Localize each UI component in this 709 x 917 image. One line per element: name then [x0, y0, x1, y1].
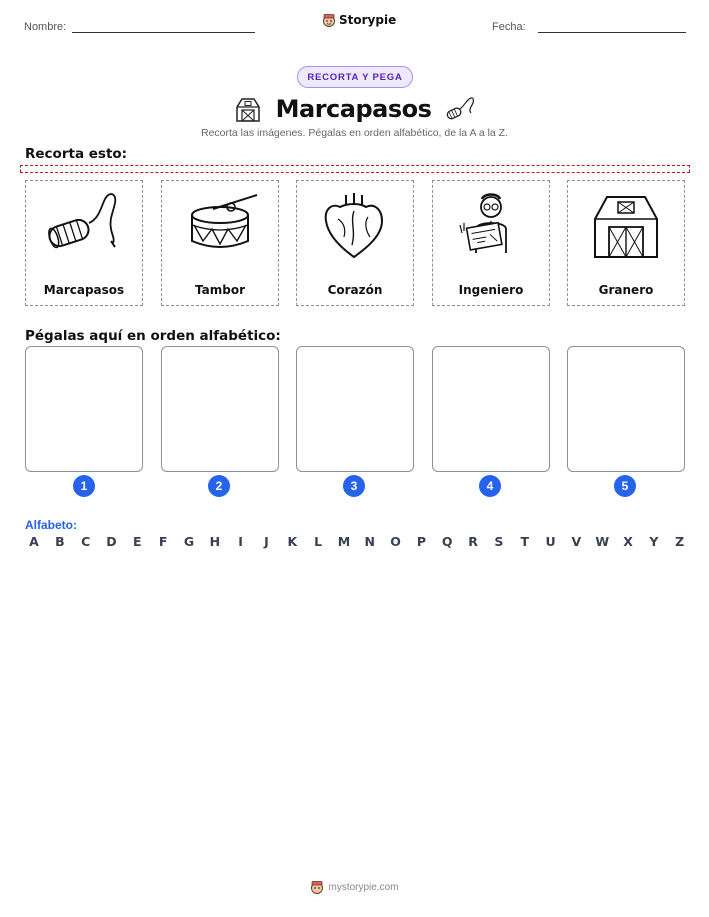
alphabet-letter: H	[209, 534, 221, 549]
alphabet-letter: A	[29, 534, 39, 549]
paste-box-5[interactable]	[567, 346, 685, 472]
cut-guide-bottom	[20, 172, 690, 173]
cut-card-engineer[interactable]	[432, 180, 550, 306]
alphabet-letter: O	[390, 534, 401, 549]
alphabet-letter: J	[264, 534, 269, 549]
alphabet-letter: Z	[675, 534, 685, 549]
brand-name: Storypie	[339, 13, 397, 27]
alphabet-letter: Y	[649, 534, 659, 549]
paste-section-label: Pégalas aquí en orden alfabético:	[25, 328, 281, 344]
title-row	[0, 91, 709, 127]
card-label: Granero	[598, 283, 654, 297]
storypie-mascot-icon	[310, 880, 324, 894]
alphabet-letter: G	[183, 534, 195, 549]
order-number-5: 5	[614, 475, 636, 497]
alphabet-letter: V	[571, 534, 582, 549]
cut-card-barn[interactable]	[567, 180, 685, 306]
paste-box-2[interactable]	[161, 346, 279, 472]
order-number-3: 3	[343, 475, 365, 497]
date-label: Fecha:	[492, 21, 526, 33]
alphabet-letter: N	[364, 534, 375, 549]
order-number-1: 1	[73, 475, 95, 497]
card-label: Corazón	[327, 283, 383, 297]
alphabet-letter: B	[55, 534, 65, 549]
paste-box-3[interactable]	[296, 346, 414, 472]
storypie-mascot-icon	[322, 13, 336, 27]
name-label: Nombre:	[24, 21, 67, 33]
barn-icon	[234, 95, 262, 123]
page-title: Marcapasos	[275, 95, 432, 123]
pacemaker-icon	[39, 189, 129, 253]
cut-card-pacemaker[interactable]	[25, 180, 143, 306]
alphabet-letter: W	[595, 534, 610, 549]
pacemaker-icon	[445, 95, 475, 123]
alphabet-letter: Q	[441, 534, 453, 549]
alphabet-letter: M	[337, 534, 351, 549]
card-label: Marcapasos	[43, 283, 125, 297]
alphabet-letter: C	[81, 534, 91, 549]
engineer-icon	[446, 189, 536, 261]
alphabet-letter: E	[133, 534, 142, 549]
footer-site[interactable]: mystorypie.com	[328, 881, 399, 893]
activity-badge: RECORTA Y PEGA	[297, 66, 413, 88]
barn-icon	[581, 189, 671, 261]
worksheet-header	[0, 0, 709, 50]
date-field-line[interactable]	[538, 32, 686, 33]
alphabet-letter: D	[106, 534, 117, 549]
order-number-2: 2	[208, 475, 230, 497]
alphabet-row	[27, 534, 687, 549]
paste-box-4[interactable]	[432, 346, 550, 472]
alphabet-letter: R	[468, 534, 478, 549]
cut-card-heart[interactable]	[296, 180, 414, 306]
alphabet-letter: S	[494, 534, 504, 549]
name-field-line[interactable]	[72, 32, 255, 33]
drum-icon	[175, 189, 265, 253]
cut-card-drum[interactable]	[161, 180, 279, 306]
alphabet-letter: I	[238, 534, 243, 549]
paste-box-1[interactable]	[25, 346, 143, 472]
cut-guide-top	[20, 165, 690, 172]
order-number-4: 4	[479, 475, 501, 497]
alphabet-letter: L	[314, 534, 323, 549]
alphabet-letter: F	[158, 534, 168, 549]
alphabet-letter: U	[545, 534, 556, 549]
alphabet-letter: P	[416, 534, 426, 549]
alphabet-label: Alfabeto:	[25, 518, 77, 532]
card-label: Tambor	[195, 283, 245, 297]
cut-section-label: Recorta esto:	[25, 146, 128, 162]
alphabet-letter: K	[287, 534, 298, 549]
card-label: Ingeniero	[458, 283, 524, 297]
instructions: Recorta las imágenes. Pégalas en orden alfabético, de la A a la Z.	[200, 127, 509, 139]
alphabet-letter: T	[520, 534, 529, 549]
alphabet-letter: X	[623, 534, 633, 549]
page-footer	[0, 880, 709, 894]
heart-icon	[310, 189, 400, 261]
brand-logo	[322, 13, 396, 27]
